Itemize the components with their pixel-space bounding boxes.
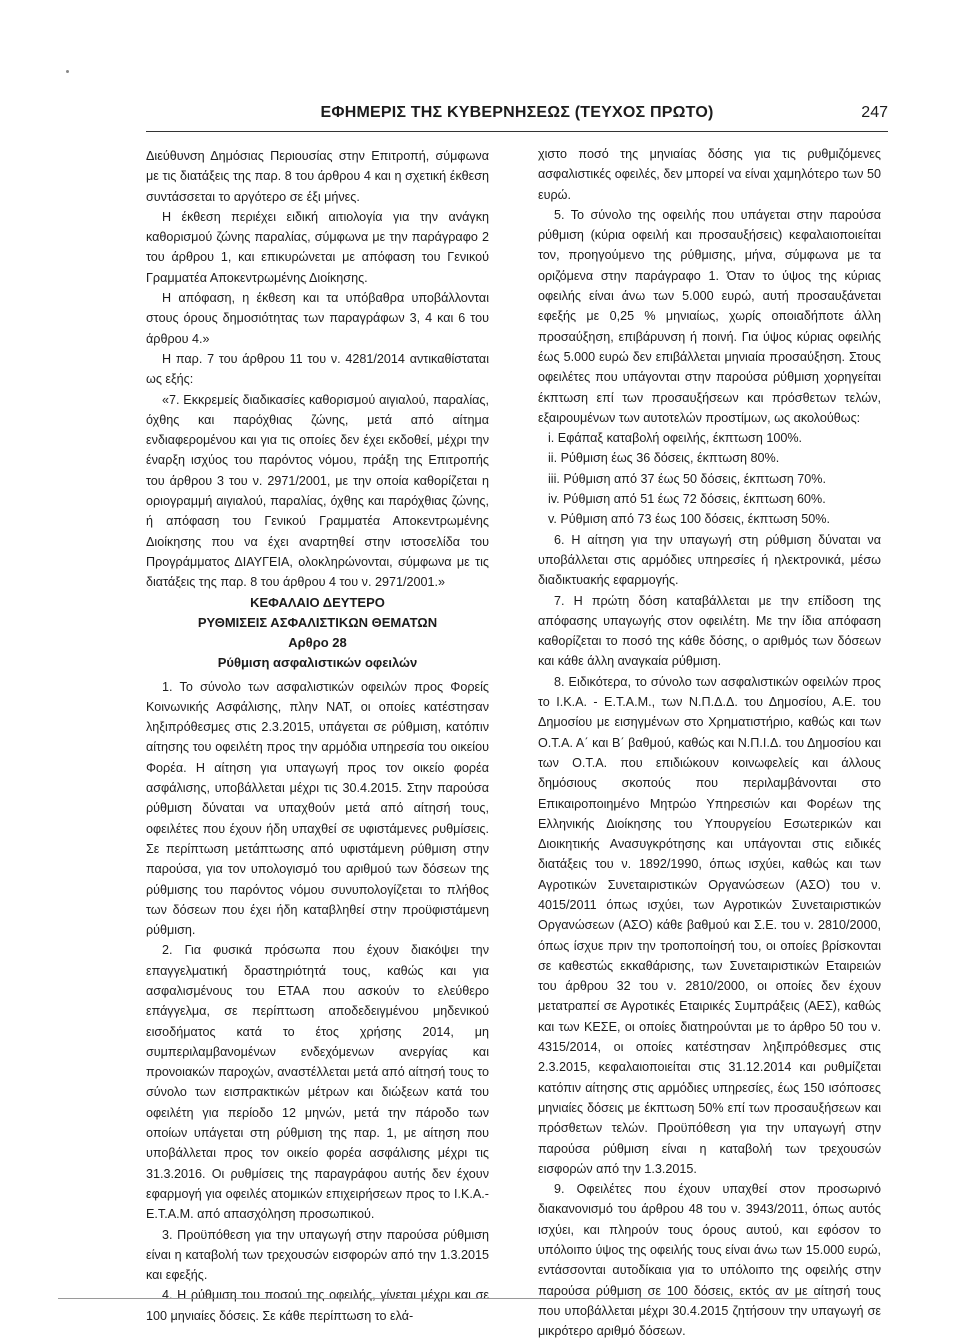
paragraph: 3. Προϋπόθεση για την υπαγωγή στην παρούσα ρύθμιση είναι η καταβολή των τρεχουσών εισφορών από την 1.3.2015 και εφεξής.: [146, 1227, 489, 1283]
paragraph: «7. Εκκρεμείς διαδικασίες καθορισμού αιγιαλού, παραλίας, όχθης και παρόχθιας ζώνης, μετά από αίτημα ενδιαφερομένου και για τις οποίες δεν έχει εκδοθεί, μέχρι την έναρξη ισχύος του παρόντος νόμου, πράξη της Επιτροπής του άρθρου 3 του ν. 2971/2001, με την οποία καθορίζεται η οριογραμμή αιγιαλού, παραλίας, όχθης και παρόχθιας ζώνης, ή απόφαση του Γενικού Γραμματέα Αποκεντρωμένης Διοίκησης που να έχει αναρτηθεί στην ιστοσελίδα του Προγράμματος ΔΙΑΥΓΕΙΑ, ολοκληρώνονται, σύμφωνα με τις διατάξεις της παρ. 8 του άρθρου 4 του ν. 2971/2001.»: [146, 392, 489, 590]
paragraph: 4. Η ρύθμιση του ποσού της οφειλής, γίνεται μέχρι και σε 100 μηνιαίες δόσεις. Σε κάθε περίπτωση το ελά-: [146, 1288, 489, 1323]
chapter-subheading: ΡΥΘΜΙΣΕΙΣ ΑΣΦΑΛΙΣΤΙΚΩΝ ΘΕΜΑΤΩΝ: [197, 614, 438, 630]
article-number: Αρθρο 28: [288, 634, 347, 650]
paragraph: 1. Το σύνολο των ασφαλιστικών οφειλών προς Φορείς Κοινωνικής Ασφάλισης, πλην ΝΑΤ, οι οποίες κατέστησαν ληξιπρόθεσμες στις 2.3.2015, υπάγεται σε ρύθμιση, κατόπιν αίτησης του οφειλέτη προς την αρμόδια υπηρεσία του οικείου Φορέα. Η αίτηση για υπαγωγή προς τον οικείο φορέα ασφάλισης, υποβάλλεται μέχρι τις 30.4.2015. Στην παρούσα ρύθμιση δύναται να υπαχθούν μετά από αίτησή τους, οφειλέτες που έχουν ήδη υπαχθεί σε υφιστάμενες ρυθμίσεις. Σε περίπτωση μετάπτωσης από υφιστάμενη ρύθμιση στην παρούσα, για τον υπολογισμό του αριθμού των δόσεων της ρύθμισης του παρόντος νόμου συνυπολογίζεται το πλήθος των δόσεων που έχει ήδη καταβληθεί στην προϋφιστάμενη ρύθμιση.: [146, 679, 489, 938]
scan-speck: [66, 70, 69, 73]
header-rule: [146, 131, 888, 132]
paragraph: 8. Ειδικότερα, το σύνολο των ασφαλιστικών οφειλών προς το Ι.Κ.Α. - Ε.Τ.Α.Μ., των Ν.Π.Δ.Δ. του Δημοσίου, Α.Ε. του Δημοσίου με εισηγμένων στο Χρηματιστήριο, καθώς και των Ο.Τ.Α. Α΄ και Β΄ βαθμού, καθώς και Ν.Π.Ι.Δ. του Δημοσίου και των Ο.Τ.Α. που επιδιώκουν κοινωφελείς και άλλους δημόσιους σκοπούς που περιλαμβάνονται στο Επικαιροποιημένο Μητρώο Υπηρεσιών και Φορέων της Ελληνικής Διοίκησης του Υπουργείου Εσωτερικών και Διοικητικής Ανασυγκρότησης και υπάγονται στις ειδικές διατάξεις του ν. 1892/1990, όπως ισχύει, καθώς και των Αγροτικών Συνεταιριστικών Οργανώσεων (ΑΣΟ) του ν. 4015/2011 όπως ισχύει, των Αγροτικών Συνεταιριστικών Οργανώσεων (ΑΣΟ) κάθε βαθμού και Σ.Ε. του ν. 2810/2000, όπως ίσχυε πριν την τροποποίησή του, οι οποίες βρίσκονται σε καθεστώς εκκαθάρισης, των Συνεταιριστικών Εταιρειών του άρθρου 32 του ν. 2810/2000, οι οποίες δεν έχουν μετατραπεί σε Αγροτικές Εταιρικές Συμπράξεις (ΑΕΣ), καθώς και των ΚΕΣΕ, οι οποίες διατηρούνται με το άρθρο 50 του ν. 4315/2014, οι οποίες κατέστησαν ληξιπρόθεσμες στις 2.3.2015, κεφαλαιοποιείται στις 31.12.2014 και ρυθμίζεται κατόπιν αίτησης στις αρμόδιες υπηρεσίες, έως 150 ισόποσες μηνιαίες δόσεις με έκπτωση 50% επί των προσαυξήσεων και πρόσθετων τελών. Προϋπόθεση για την υπαγωγή στην παρούσα ρύθμιση είναι η καταβολή των τρεχουσών εισφορών από την 1.3.2015.: [538, 674, 881, 1176]
article-title: Ρύθμιση ασφαλιστικών οφειλών: [217, 654, 418, 670]
right-column: [538, 144, 881, 1342]
footer-rule: [58, 1298, 818, 1299]
left-column: [146, 146, 489, 1326]
paragraph: χιστο ποσό της μηνιαίας δόσης για τις ρυθμιζόμενες ασφαλιστικές οφειλές, δεν μπορεί να είναι χαμηλότερο των 50 ευρώ.: [538, 147, 881, 202]
paragraph: Η έκθεση περιέχει ειδική αιτιολογία για την ανάγκη καθορισμού ζώνης παραλίας, σύμφωνα με την παράγραφο 2 του άρθρου 1, και επικυρώνεται με απόφαση του Γενικού Γραμματέα Αποκεντρωμένης Διοίκησης.: [146, 209, 489, 285]
paragraph: Διεύθυνση Δημόσιας Περιουσίας στην Επιτροπή, σύμφωνα με τις διατάξεις της παρ. 8 του άρθρου 4 και η σχετική έκθεση συντάσσεται το αργότερο σε έξι μήνες.: [146, 149, 489, 204]
list-item: iv. Ρύθμιση από 51 έως 72 δόσεις, έκπτωση 60%.: [548, 492, 826, 507]
chapter-heading: ΚΕΦΑΛΑΙΟ ΔΕΥΤΕΡΟ: [250, 594, 385, 610]
gazette-title: ΕΦΗΜΕΡΙΣ ΤΗΣ ΚΥΒΕΡΝΗΣΕΩΣ (ΤΕΥΧΟΣ ΠΡΩΤΟ): [320, 104, 714, 121]
paragraph: 7. Η πρώτη δόση καταβάλλεται με την επίδοση της απόφασης υπαγωγής στον οφειλέτη. Με την ίδια απόφαση καθορίζεται το ποσό της κάθε δόσης, ο αριθμός των δόσεων και κάθε άλλη αναγκαία ρύθμιση.: [538, 593, 881, 669]
paragraph: Η παρ. 7 του άρθρου 11 του ν. 4281/2014 αντικαθίσταται ως εξής:: [146, 351, 489, 387]
paragraph: 5. Το σύνολο της οφειλής που υπάγεται στην παρούσα ρύθμιση (κύρια οφειλή και προσαυξήσεις) κεφαλαιοποιείται τον, προηγούμενο της ρύθμισης, μήνα, σύμφωνα με τα οριζόμενα στην παράγραφο 1. Όταν το ύψος της κύριας οφειλής είναι άνω των 5.000 ευρώ, αυτή προσαυξάνεται εφεξής με 0,25 % μηνιαίως, χωρίς οποιαδήποτε άλλη προσαύξηση, επιβάρυνση ή ποινή. Για ύψος κύριας οφειλής έως 5.000 ευρώ δεν επιβάλλεται μηνιαία προσαύξηση. Στους οφειλέτες που υπάγονται στην παρούσα ρύθμιση χορηγείται έκπτωση επί των προσαυξήσεων και πρόσθετων τελών, εξαιρουμένων των αυτοτελών προστίμων, ως ακολούθως:: [538, 207, 881, 425]
list-item: ii. Ρύθμιση έως 36 δόσεις, έκπτωση 80%.: [548, 451, 780, 466]
list-item: v. Ρύθμιση από 73 έως 100 δόσεις, έκπτωση 50%.: [548, 512, 830, 527]
paragraph: 9. Οφειλέτες που έχουν υπαχθεί στον προσωρινό διακανονισμό του άρθρου 48 του ν. 3943/2011, όπως αυτός ισχύει, και πληρούν τους όρους αυτού, και εφόσον το υπόλοιπο ύψος της οφειλής τους είναι άνω των 15.000 ευρώ, εντάσσονται αυτοδίκαια για το υπόλοιπο της οφειλής στην παρούσα ρύθμιση σε 100 δόσεις, εκτός αν με αίτησή τους που υποβάλλεται μέχρι 30.4.2015 ζητήσουν την υπαγωγή σε μικρότερο αριθμό δόσεων.: [538, 1182, 881, 1339]
paragraph: 2. Για φυσικά πρόσωπα που έχουν διακόψει την επαγγελματική δραστηριότητά τους, καθώς και για ασφαλισμένους του ΕΤΑΑ που ασκούν το ελεύθερο επάγγελμα, σε περίπτωση αποδεδειγμένου μηδενικού εισοδήματος κατά το έτος χρήσης 2014, μη συμπεριλαμβανομένων ενδεχόμενων ανεργίας και προνοιακών παροχών, αναστέλλεται μετά από αίτησή τους το σύνολο των εισπρακτικών μέτρων και διώξεων κατά του οφειλέτη για περίοδο 12 μηνών, μετά την πάροδο των οποίων υπάγεται στη ρύθμιση της παρ. 1, με αίτηση που υποβάλλεται προς τον οικείο φορέα ασφάλισης μέχρι τις 31.3.2016. Οι ρυθμίσεις της παραγράφου αυτής δεν έχουν εφαρμογή για οφειλές ατομικών επιχειρήσεων προς το Ι.Κ.Α.-Ε.Τ.Α.Μ. από απασχόληση προσωπικού.: [146, 943, 489, 1222]
paragraph: Η απόφαση, η έκθεση και τα υπόβαθρα υποβάλλονται στους όρους δημοσιότητας των παραγράφων 3, 4 και 6 του άρθρου 4.»: [146, 291, 489, 346]
page-header: [146, 104, 888, 130]
list-item: iii. Ρύθμιση από 37 έως 50 δόσεις, έκπτωση 70%.: [548, 471, 826, 486]
paragraph: 6. Η αίτηση για την υπαγωγή στη ρύθμιση δύναται να υποβάλλεται στις αρμόδιες υπηρεσίες ή ηλεκτρονικά, μέσω διαδικτυακής εφαρμογής.: [538, 532, 881, 588]
list-item: i. Εφάπαξ καταβολή οφειλής, έκπτωση 100%.: [548, 431, 803, 446]
page-number: 247: [861, 104, 888, 121]
